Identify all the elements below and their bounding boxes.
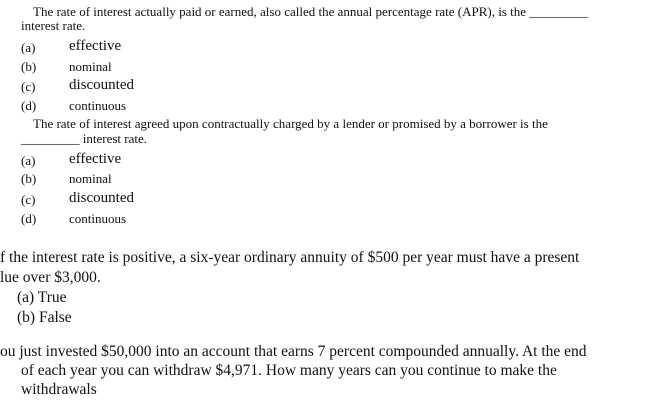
q2-option-b-text: nominal [69,171,112,186]
q4-stem-line2: of each year you can withdraw $4,971. How many years can you continue to make the [21,362,557,379]
q2-stem-line1: The rate of interest agreed upon contractually charged by a lender or promised by a borrower is the [33,116,548,131]
q1-option-c-letter: (c) [21,79,36,94]
q1-option-b-text: nominal [69,59,112,74]
q2-option-a-letter: (a) [21,153,36,168]
q2-option-d-text: continuous [69,211,127,226]
q1-stem-line2: interest rate. [21,18,86,33]
q1-option-d-letter: (d) [21,98,37,113]
q3-stem-line2: lue over $3,000. [0,269,101,286]
q2-option-c-letter: (c) [21,192,36,207]
q1-option-a-text: effective [69,38,122,54]
q1-option-d-text: continuous [69,98,127,113]
q2-stem-line2: _________ interest rate. [21,131,147,146]
q3-option-true: (a) True [17,289,67,306]
q4-stem-line3: withdrawals [21,381,97,398]
q3-option-false: (b) False [17,309,72,326]
q1-option-c-text: discounted [69,77,134,93]
q2-option-d-letter: (d) [21,211,37,226]
q1-stem-line1: The rate of interest actually paid or earned, also called the annual percentage rate (APR), is the _________ [33,4,588,19]
q1-option-a-letter: (a) [21,40,36,55]
q4-stem-line1: ou just invested $50,000 into an account that earns 7 percent compounded annually. At the end [0,343,587,360]
q1-option-b-letter: (b) [21,59,37,74]
q2-option-b-letter: (b) [21,171,37,186]
q3-stem-line1: f the interest rate is positive, a six-year ordinary annuity of $500 per year must have a present [0,249,580,266]
q2-option-c-text: discounted [69,190,134,206]
q2-option-a-text: effective [69,151,122,167]
